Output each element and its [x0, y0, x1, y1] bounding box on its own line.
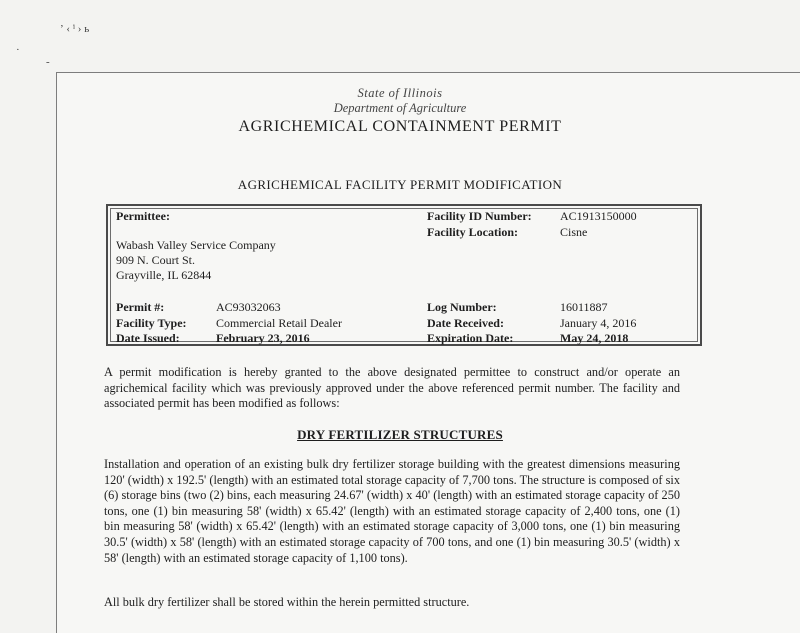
structures-paragraph: Installation and operation of an existing bulk dry fertilizer storage building with the greatest dimensions measuring 120' (width) x 192.5' (length) with an estimated total storage capacity of 7,700 tons. The structure is composed of six (6) storage bins (two (2) bins, each measuring 24.67' (width) x 40' (length) with an estimated storage capacity of 250 tons, one (1) bin measuring 58' (width) x 65.42' (length) with an estimated storage capacity of 2,400 tons, one (1) bin measuring 58' (width) x 65.42' (length) with an estimated storage capacity of 3,000 tons, one (1) bin measuring 30.5' (width) x 58' (length) with an estimated storage capacity of 700 tons, and one (1) bin measuring 30.5' (width) x 58' (length) with an estimated storage capacity of 1,100 tons). — [104, 457, 680, 565]
permit-number-label: Permit #: — [116, 300, 165, 314]
log-number-value: 16011887 — [560, 300, 608, 314]
date-received-value: January 4, 2016 — [560, 316, 637, 330]
date-issued-label: Date Issued: — [116, 331, 180, 345]
permit-title: AGRICHEMICAL CONTAINMENT PERMIT — [238, 118, 562, 135]
date-issued-value: February 23, 2016 — [216, 331, 310, 345]
closing-paragraph: All bulk dry fertilizer shall be stored within the herein permitted structure. — [104, 595, 470, 609]
facility-location-label: Facility Location: — [427, 225, 518, 239]
modification-title: AGRICHEMICAL FACILITY PERMIT MODIFICATION — [237, 177, 563, 192]
expiration-date-label: Expiration Date: — [427, 331, 514, 345]
facility-type-label: Facility Type: — [116, 316, 187, 330]
permittee-name: Wabash Valley Service Company — [116, 238, 276, 252]
permittee-street: 909 N. Court St. — [116, 253, 196, 267]
permittee-city: Grayville, IL 62844 — [116, 268, 212, 282]
scan-artifact-mark: ʼ ‹ ⁱ › ь — [60, 23, 90, 35]
section-title — [0, 427, 800, 443]
facility-location-value: Cisne — [560, 225, 588, 239]
expiration-date-value: May 24, 2018 — [560, 331, 629, 345]
date-received-label: Date Received: — [427, 316, 504, 330]
facility-id-label: Facility ID Number: — [427, 209, 532, 223]
state-name: State of Illinois — [357, 86, 443, 100]
scan-artifact-dash: - — [46, 56, 50, 68]
intro-paragraph: A permit modification is hereby granted to the above designated permittee to construct and/or operate an agrichemical facility which was previously approved under the above referenced permit number. The facility and associated permit has been modified as follows: — [104, 365, 680, 411]
section-title-text: DRY FERTILIZER STRUCTURES — [297, 427, 503, 442]
permit-number-value: AC93032063 — [216, 300, 281, 314]
facility-type-value: Commercial Retail Dealer — [216, 316, 342, 330]
scan-artifact-dot: · — [16, 44, 20, 56]
department-name: Department of Agriculture — [333, 101, 467, 115]
facility-id-value: AC1913150000 — [560, 209, 637, 223]
log-number-label: Log Number: — [427, 300, 497, 314]
permittee-label: Permittee: — [116, 209, 170, 223]
